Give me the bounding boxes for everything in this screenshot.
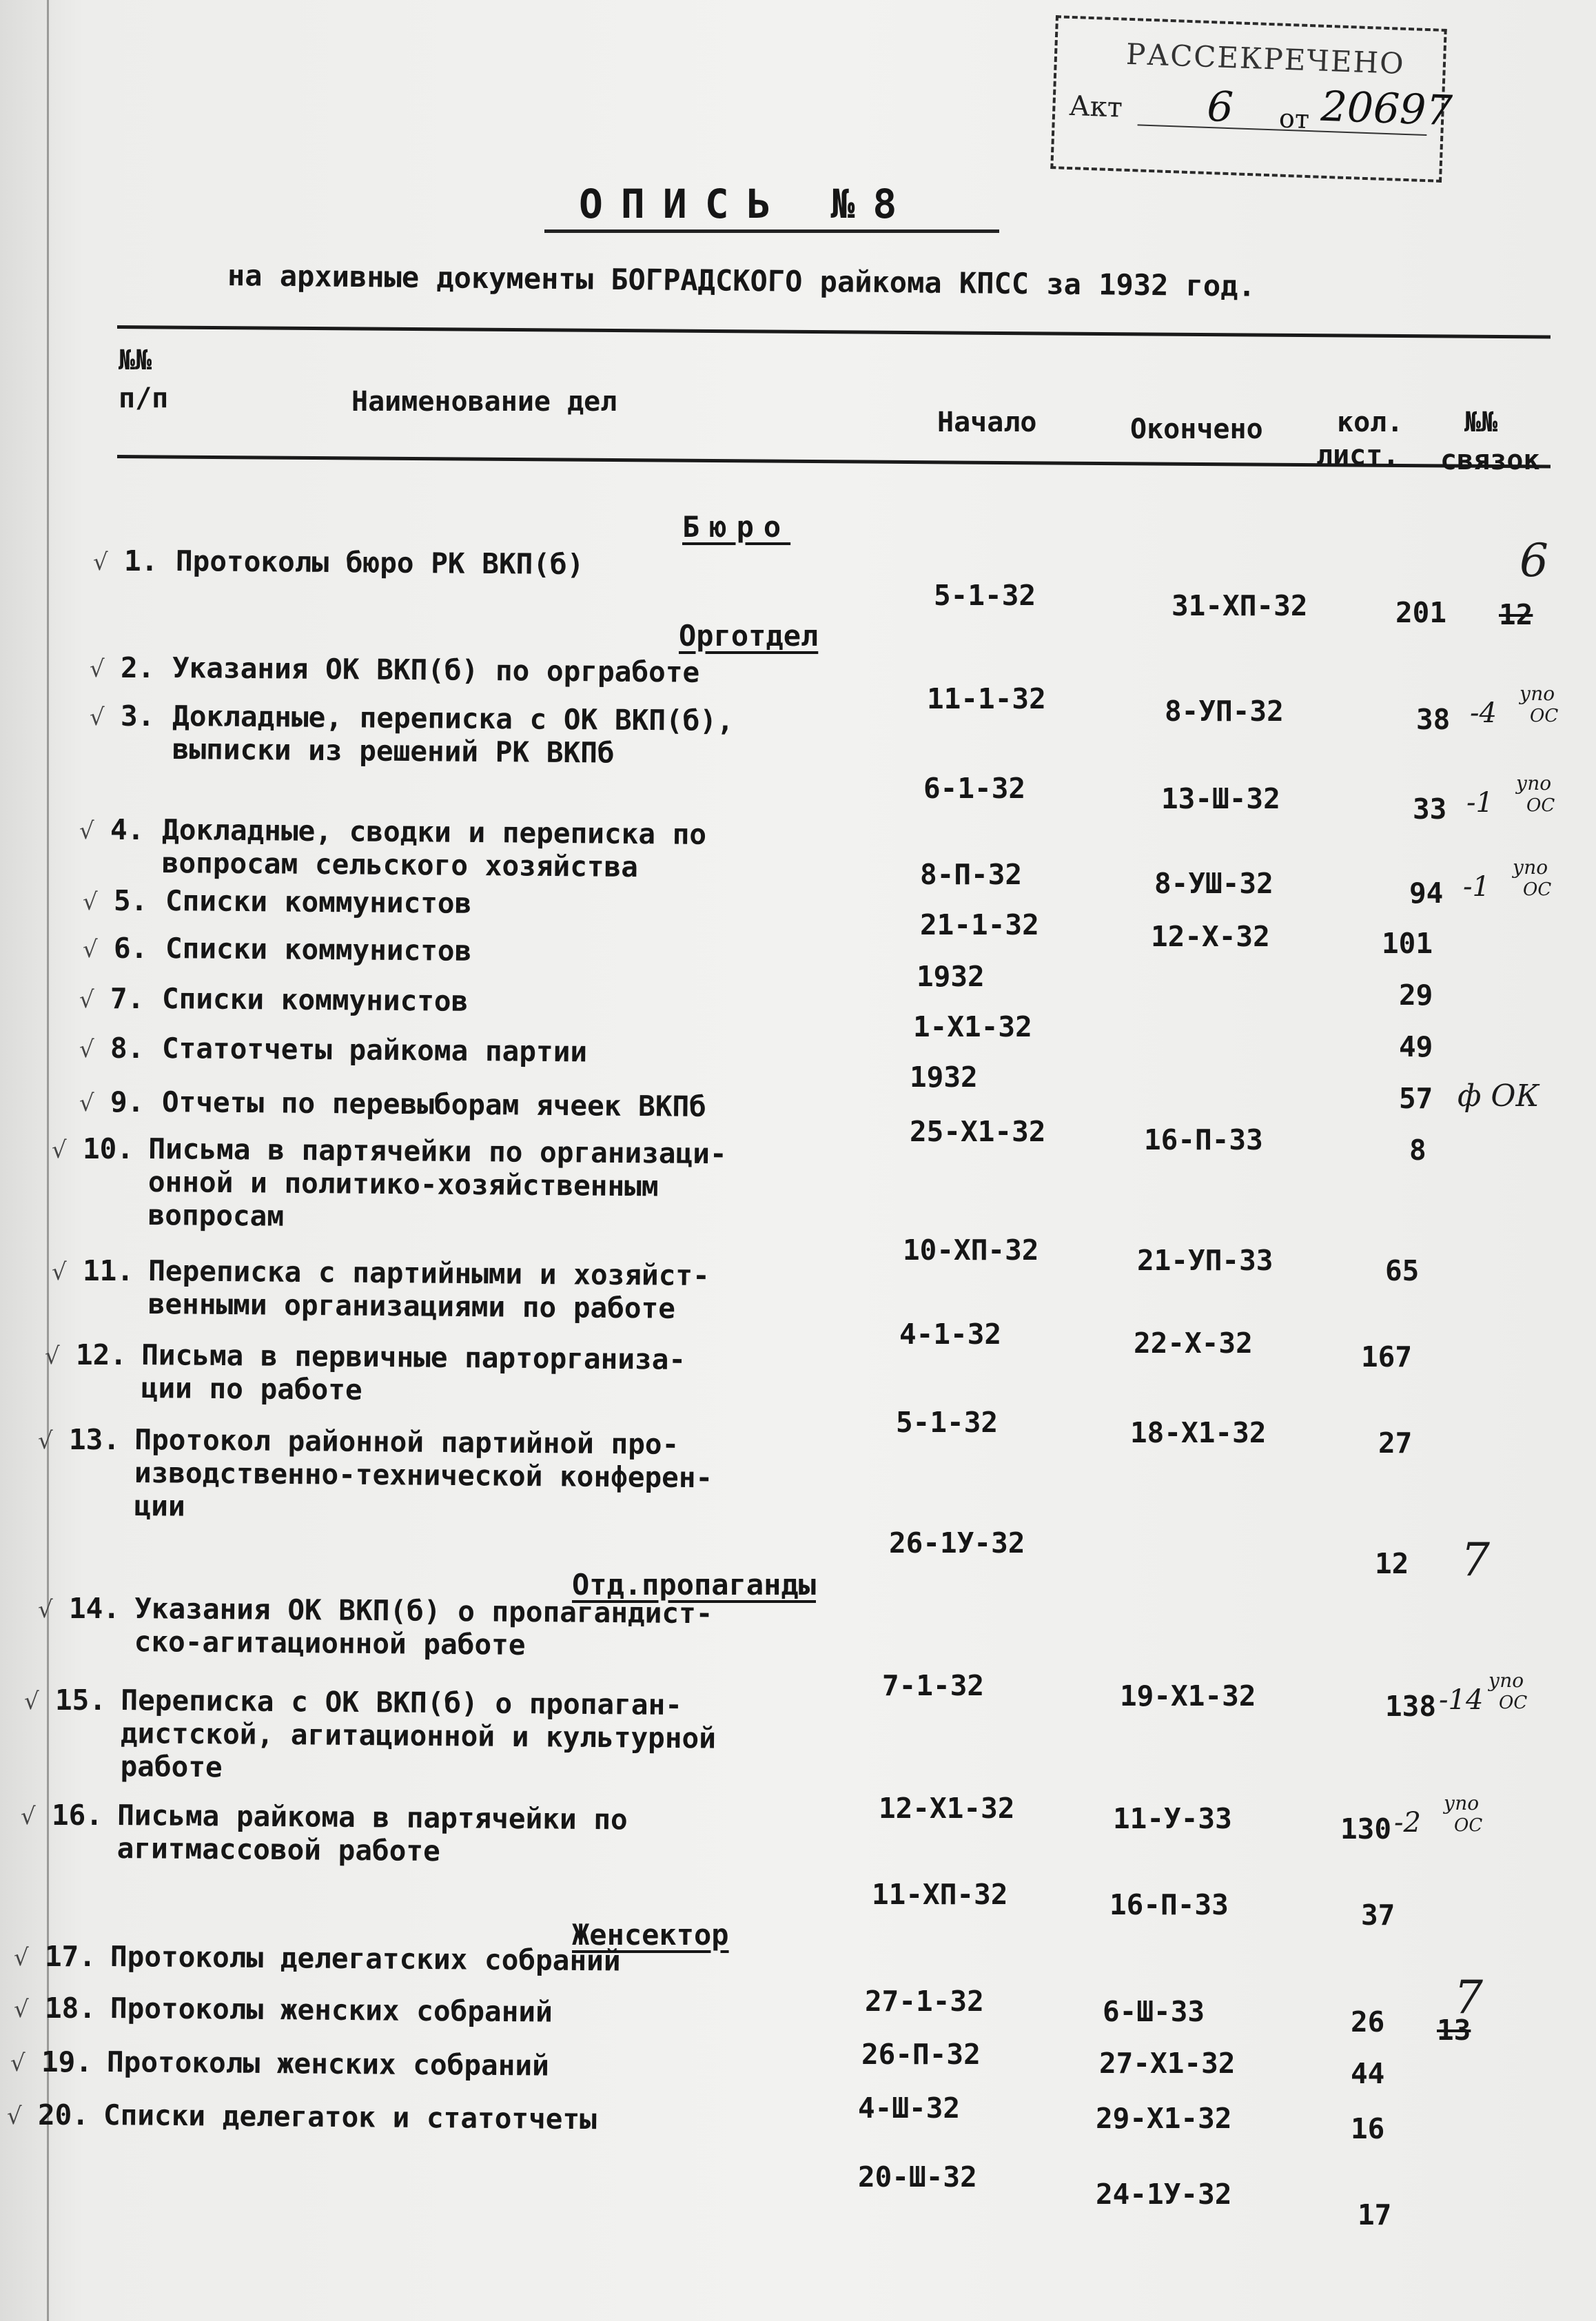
row-title: Списки делегаток и статотчеты: [103, 2098, 597, 2136]
row-sheet-count: 65: [1385, 1254, 1420, 1287]
row-end-date: 12-Х-32: [1151, 920, 1270, 953]
row-end-date: 19-Х1-32: [1120, 1679, 1256, 1712]
row-start-date: 5-1-32: [896, 1406, 999, 1439]
row-number: 15.: [55, 1684, 107, 1717]
row-number: 2.: [121, 651, 155, 684]
row-number: 17.: [45, 1940, 96, 1973]
row-title: Протоколы женских собраний: [106, 2045, 549, 2083]
row-number: 4.: [110, 813, 145, 846]
uppo-note: упо: [1444, 1792, 1480, 1814]
row-number: 5.: [114, 884, 148, 917]
col-sheets-line2: лист.: [1316, 440, 1400, 471]
check-mark-icon: √: [79, 1036, 94, 1063]
row-sheet-count: 167: [1361, 1340, 1413, 1373]
row-start-date: 7-1-32: [882, 1669, 985, 1702]
title-underline: [544, 229, 999, 233]
check-mark-icon: √: [7, 2103, 22, 2130]
row-end-date: 29-Х1-32: [1096, 2102, 1232, 2135]
note-row-9: ф ОК: [1457, 1078, 1539, 1114]
check-mark-icon: √: [79, 986, 94, 1014]
section-zhensektor: Женсектор: [572, 1918, 729, 1952]
row-start-date: 10-ХП-32: [903, 1234, 1039, 1267]
col-name-header: Наименование дел: [351, 386, 617, 418]
section-orgotdel: Орготдел: [679, 619, 819, 653]
row-title: Статотчеты райкома партии: [161, 1032, 588, 1069]
bundle-annotation-3: 7: [1454, 1971, 1483, 2024]
row-title: Переписка с ОК ВКП(б) о пропаган- дистской, агитационной и культурной работе: [120, 1684, 717, 1784]
row-number: 12.: [76, 1338, 127, 1371]
row-end-date: 13-Ш-32: [1161, 782, 1280, 815]
stamp-akt-number: 6: [1206, 82, 1234, 132]
check-mark-icon: √: [93, 549, 108, 576]
row-title: Протоколы бюро РК ВКП(б): [175, 544, 584, 582]
row-number: 10.: [83, 1132, 134, 1165]
row-title: Докладные, переписка с ОК ВКП(б), выписки из решений РК ВКПб: [172, 699, 734, 770]
row-number: 13.: [69, 1423, 121, 1456]
stamp-akt-label: Акт: [1068, 90, 1123, 124]
check-mark-icon: √: [38, 1596, 53, 1624]
row-start-date: 25-Х1-32: [910, 1115, 1046, 1148]
row-start-date: 1932: [910, 1061, 978, 1094]
col-bundle-line2: связок: [1440, 444, 1540, 476]
row-number: 3.: [121, 699, 155, 733]
declassified-stamp: [1050, 15, 1453, 183]
uppo-note: упо: [1513, 856, 1548, 879]
row-end-date: 31-ХП-32: [1172, 589, 1308, 622]
row-start-date: 27-1-32: [865, 1985, 984, 2018]
check-mark-icon: √: [10, 2049, 25, 2077]
row-end-date: 8-УШ-32: [1154, 867, 1273, 900]
row-sheet-count: 37: [1361, 1899, 1395, 1932]
row-title: Списки коммунистов: [165, 884, 472, 920]
row-title: Письма в первичные парторганиза- ции по работе: [141, 1338, 686, 1407]
row-number: 18.: [45, 1992, 96, 2025]
row-start-date: 4-Ш-32: [858, 2092, 961, 2125]
row-title: Протокол районной партийной про- изводственно-технической конферен- ции: [134, 1423, 713, 1523]
stamp-from-label: от: [1278, 103, 1310, 135]
row-sheet-count: 27: [1378, 1427, 1413, 1460]
bundle-annotation-1: 6: [1520, 534, 1548, 587]
row-title: Письма райкома в партячейки по агитмассовой работе: [116, 1799, 628, 1868]
check-mark-icon: √: [83, 936, 98, 963]
row-number: 6.: [114, 932, 148, 965]
row-end-date: 27-Х1-32: [1099, 2047, 1236, 2080]
row-end-date: 11-У-33: [1113, 1802, 1232, 1835]
col-start-header: Начало: [937, 407, 1037, 438]
row-sheet-count: 29: [1399, 979, 1433, 1012]
row-title: Протоколы делегатских собраний: [110, 1940, 621, 1978]
col-sheets-line1: кол.: [1337, 407, 1404, 438]
row-number: 7.: [110, 982, 145, 1015]
row-number: 8.: [110, 1032, 145, 1065]
row-title: Докладные, сводки и переписка по вопросам сельского хозяйства: [161, 813, 707, 884]
uppo-note: упо: [1516, 772, 1552, 795]
row-sheet-count: 44: [1351, 2057, 1385, 2090]
col-num-line2: п/п: [119, 382, 169, 414]
row-end-date: 6-Ш-33: [1103, 1995, 1205, 2028]
row-sheet-count: 57: [1399, 1082, 1433, 1115]
page-title: ОПИСЬ №8: [579, 181, 915, 227]
check-mark-icon: √: [14, 1944, 29, 1972]
stamp-title: РАССЕКРЕЧЕНО: [1125, 37, 1406, 81]
row-end-date: 18-Х1-32: [1130, 1416, 1267, 1449]
row-sheet-count: 130: [1340, 1812, 1392, 1845]
uppo-note: ОС: [1523, 879, 1552, 900]
row-sheet-count: 12: [1375, 1547, 1409, 1580]
check-mark-icon: √: [21, 1803, 36, 1830]
row-number: 20.: [38, 2098, 90, 2131]
page-subtitle: на архивные документы БОГРАДСКОГО райкома КПСС за 1932 год.: [227, 258, 1256, 303]
row-sheet-count: 8: [1409, 1134, 1426, 1167]
row-sheet-count: 38: [1416, 703, 1451, 736]
check-mark-icon: √: [83, 888, 98, 916]
row-start-date: 21-1-32: [920, 908, 1039, 941]
bundle-3-struck: 13: [1437, 2014, 1471, 2047]
row-start-date: 5-1-32: [934, 579, 1036, 612]
row-end-date: 8-УП-32: [1165, 695, 1284, 728]
bundle-annotation-2: 7: [1461, 1533, 1490, 1586]
row-start-date: 12-Х1-32: [879, 1792, 1015, 1825]
uppo-note: ОС: [1499, 1693, 1528, 1713]
row-sheet-count: 26: [1351, 2005, 1385, 2038]
uppo-note: ОС: [1454, 1815, 1483, 1836]
row-end-date: 16-П-33: [1144, 1123, 1263, 1156]
row-end-date: 22-Х-32: [1134, 1327, 1253, 1360]
row-start-date: 6-1-32: [923, 772, 1026, 805]
row-number: 1.: [124, 544, 158, 577]
row-title: Протоколы женских собраний: [110, 1992, 553, 2029]
row-start-date: 11-ХП-32: [872, 1878, 1008, 1911]
row-start-date: 26-1У-32: [889, 1526, 1025, 1560]
col-num-line1: №№: [119, 345, 152, 376]
table-top-rule: [117, 325, 1551, 339]
section-buro: Бюро: [682, 510, 791, 544]
check-mark-icon: √: [52, 1258, 67, 1286]
col-bundle-line1: №№: [1464, 407, 1498, 438]
row-sheet-count: 49: [1399, 1030, 1433, 1063]
row-start-date: 20-Ш-32: [858, 2160, 977, 2194]
stamp-date: 20697: [1320, 82, 1453, 136]
row-number: 11.: [83, 1254, 134, 1287]
row-number: 19.: [41, 2045, 93, 2078]
uppo-note: упо: [1488, 1669, 1524, 1692]
check-mark-icon: √: [52, 1136, 67, 1164]
uppo-note: упо: [1520, 682, 1555, 705]
row-sheet-correction: -14: [1439, 1684, 1484, 1716]
row-title: Указания ОК ВКП(б) о пропагандист- ско-агитационной работе: [134, 1592, 713, 1661]
section-propaganda: Отд.пропаганды: [572, 1568, 817, 1602]
row-sheet-count: 101: [1382, 927, 1433, 960]
uppo-note: ОС: [1530, 706, 1559, 726]
check-mark-icon: √: [79, 817, 94, 845]
row-title: Списки коммунистов: [165, 932, 472, 968]
check-mark-icon: √: [14, 1996, 29, 2023]
check-mark-icon: √: [45, 1342, 60, 1370]
row-start-date: 1932: [917, 960, 985, 993]
row-sheet-correction: -2: [1394, 1807, 1421, 1839]
row-sheet-correction: -1: [1466, 787, 1493, 819]
col-end-header: Окончено: [1130, 413, 1263, 445]
row-sheet-count: 201: [1395, 596, 1447, 629]
row-sheet-correction: -4: [1470, 697, 1497, 729]
check-mark-icon: √: [79, 1090, 94, 1117]
row-end-date: 16-П-33: [1109, 1888, 1229, 1921]
bundle-1-struck: 12: [1499, 598, 1533, 631]
row-number: 9.: [110, 1085, 145, 1118]
row-title: Переписка с партийными и хозяйст- венными организациями по работе: [147, 1254, 710, 1325]
row-sheet-correction: -1: [1463, 871, 1490, 903]
row-end-date: 24-1У-32: [1096, 2178, 1232, 2211]
row-start-date: 4-1-32: [899, 1318, 1002, 1351]
row-sheet-count: 138: [1385, 1690, 1437, 1723]
row-title: Отчеты по перевыборам ячеек ВКПб: [161, 1085, 707, 1123]
row-start-date: 1-Х1-32: [913, 1010, 1032, 1043]
row-sheet-count: 17: [1358, 2198, 1392, 2231]
row-start-date: 26-П-32: [861, 2038, 981, 2071]
row-title: Указания ОК ВКП(б) по оргработе: [172, 651, 700, 689]
row-sheet-count: 94: [1409, 877, 1444, 910]
check-mark-icon: √: [38, 1427, 53, 1455]
check-mark-icon: √: [24, 1688, 39, 1715]
row-sheet-count: 33: [1413, 793, 1447, 826]
row-title: Письма в партячейки по организаци- онной и политико-хозяйственным вопросам: [147, 1132, 727, 1233]
uppo-note: ОС: [1526, 795, 1555, 816]
row-title: Списки коммунистов: [161, 982, 469, 1018]
row-sheet-count: 16: [1351, 2112, 1385, 2145]
row-start-date: 11-1-32: [927, 682, 1046, 715]
row-end-date: 21-УП-33: [1137, 1244, 1273, 1277]
check-mark-icon: √: [90, 704, 105, 731]
row-number: 16.: [52, 1799, 103, 1832]
row-start-date: 8-П-32: [920, 858, 1023, 891]
check-mark-icon: √: [90, 655, 105, 683]
row-number: 14.: [69, 1592, 121, 1625]
